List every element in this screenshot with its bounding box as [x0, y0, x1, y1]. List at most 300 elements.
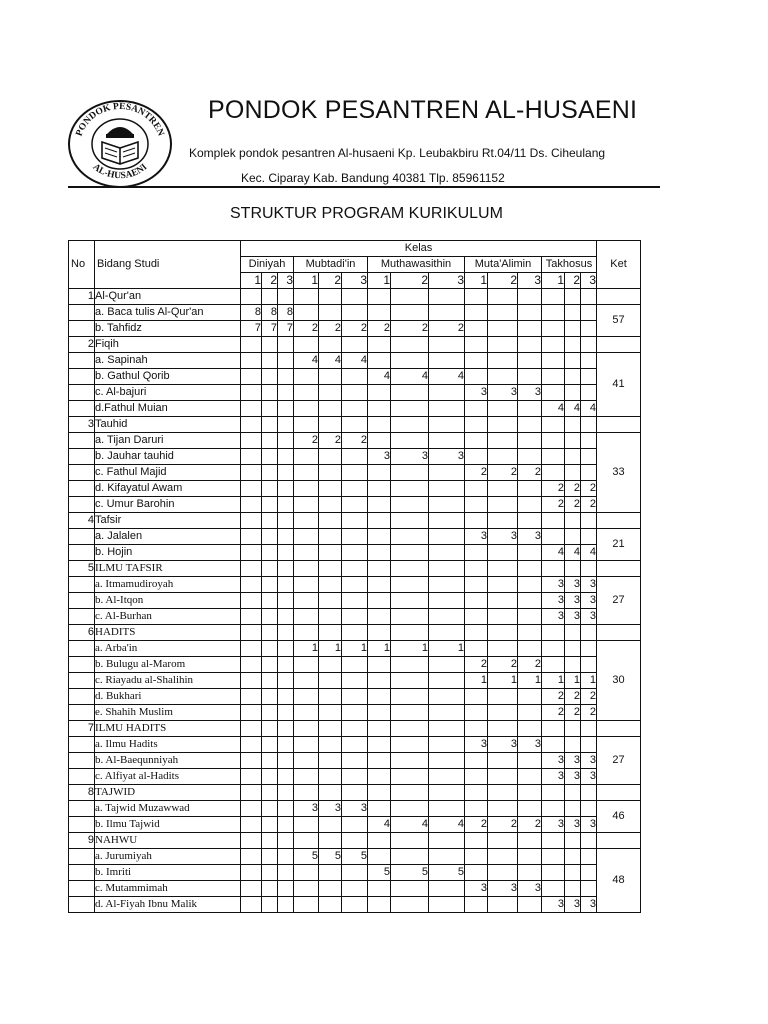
subcol-header: 3 — [342, 273, 368, 289]
empty-cell — [542, 833, 565, 849]
hours-cell — [429, 433, 465, 449]
subject-row — [69, 305, 641, 321]
subject-row — [69, 401, 641, 417]
hours-cell — [391, 481, 429, 497]
hours-cell — [518, 801, 542, 817]
subject-row — [69, 897, 641, 913]
section-number: 2 — [69, 337, 95, 353]
hours-cell — [565, 801, 581, 817]
empty-ket-cell — [597, 721, 641, 737]
hours-cell — [342, 545, 368, 561]
hours-cell — [262, 881, 278, 897]
hours-cell — [518, 769, 542, 785]
hours-cell — [542, 353, 565, 369]
hours-cell: 2 — [565, 481, 581, 497]
hours-cell — [488, 481, 518, 497]
hours-cell — [319, 609, 342, 625]
hours-cell — [241, 769, 262, 785]
hours-cell — [294, 769, 319, 785]
hours-cell — [429, 897, 465, 913]
empty-cell — [294, 833, 319, 849]
hours-cell — [391, 689, 429, 705]
hours-cell — [429, 577, 465, 593]
hours-cell — [278, 801, 294, 817]
hours-cell: 2 — [488, 817, 518, 833]
hours-cell — [262, 673, 278, 689]
hours-cell — [342, 769, 368, 785]
empty-cell — [565, 625, 581, 641]
subject-row — [69, 353, 641, 369]
subject-row — [69, 881, 641, 897]
hours-cell — [518, 481, 542, 497]
subject-row — [69, 465, 641, 481]
hours-cell — [565, 529, 581, 545]
hours-cell — [565, 881, 581, 897]
hours-cell: 3 — [542, 897, 565, 913]
hours-cell — [542, 449, 565, 465]
hours-cell — [262, 609, 278, 625]
empty-cell — [319, 785, 342, 801]
empty-cell — [542, 337, 565, 353]
svg-text:AL-HUSAENI: AL-HUSAENI — [90, 162, 150, 182]
hours-cell — [488, 705, 518, 721]
hours-cell — [391, 881, 429, 897]
hours-cell — [429, 657, 465, 673]
hours-cell — [319, 753, 342, 769]
hours-cell — [368, 401, 391, 417]
empty-ket-cell — [597, 561, 641, 577]
hours-cell: 4 — [429, 817, 465, 833]
empty-cell — [342, 561, 368, 577]
hours-cell — [391, 497, 429, 513]
empty-cell — [581, 561, 597, 577]
hours-cell — [241, 849, 262, 865]
empty-cell — [391, 513, 429, 529]
hours-cell — [278, 481, 294, 497]
hours-cell — [278, 897, 294, 913]
empty-cell — [319, 625, 342, 641]
hours-cell — [488, 353, 518, 369]
hours-cell — [488, 433, 518, 449]
empty-cell — [294, 625, 319, 641]
empty-cell — [429, 289, 465, 305]
subject-row — [69, 385, 641, 401]
section-row — [69, 417, 641, 433]
empty-cell — [429, 785, 465, 801]
hours-cell — [429, 497, 465, 513]
empty-cell — [262, 721, 278, 737]
subject-row — [69, 481, 641, 497]
section-row — [69, 337, 641, 353]
hours-cell — [465, 849, 488, 865]
hours-cell — [429, 401, 465, 417]
hours-cell — [518, 449, 542, 465]
hours-cell — [319, 593, 342, 609]
hours-cell — [342, 673, 368, 689]
hours-cell — [542, 801, 565, 817]
hours-cell — [368, 897, 391, 913]
hours-cell: 1 — [429, 641, 465, 657]
hours-cell — [342, 481, 368, 497]
empty-cell — [465, 561, 488, 577]
empty-cell — [581, 289, 597, 305]
hours-cell: 2 — [319, 321, 342, 337]
hours-cell — [542, 369, 565, 385]
hours-cell — [294, 737, 319, 753]
hours-cell — [518, 689, 542, 705]
empty-no-cell — [69, 593, 95, 609]
empty-cell — [241, 561, 262, 577]
hours-cell: 2 — [581, 705, 597, 721]
section-row — [69, 785, 641, 801]
empty-no-cell — [69, 465, 95, 481]
hours-cell — [488, 801, 518, 817]
hours-cell — [391, 401, 429, 417]
hours-cell — [241, 401, 262, 417]
subject-row — [69, 865, 641, 881]
hours-cell — [319, 769, 342, 785]
subcol-header: 3 — [429, 273, 465, 289]
hours-cell — [319, 449, 342, 465]
hours-cell: 2 — [542, 481, 565, 497]
hours-cell: 1 — [391, 641, 429, 657]
hours-cell — [368, 529, 391, 545]
empty-cell — [278, 513, 294, 529]
empty-cell — [319, 721, 342, 737]
subject-name: b. Imriti — [95, 865, 241, 881]
hours-cell — [241, 465, 262, 481]
empty-cell — [565, 833, 581, 849]
empty-cell — [278, 625, 294, 641]
subject-row — [69, 545, 641, 561]
hours-cell: 4 — [565, 545, 581, 561]
hours-cell: 4 — [429, 369, 465, 385]
empty-cell — [262, 513, 278, 529]
hours-cell — [294, 577, 319, 593]
hours-cell: 1 — [368, 641, 391, 657]
empty-cell — [241, 513, 262, 529]
col-ket-header: Ket — [597, 241, 641, 289]
hours-cell — [319, 881, 342, 897]
empty-cell — [368, 785, 391, 801]
empty-no-cell — [69, 865, 95, 881]
hours-cell: 2 — [518, 817, 542, 833]
hours-cell — [488, 769, 518, 785]
hours-cell — [262, 593, 278, 609]
hours-cell — [488, 305, 518, 321]
empty-cell — [368, 721, 391, 737]
subcol-header: 1 — [368, 273, 391, 289]
empty-ket-cell — [597, 289, 641, 305]
col-kelas-header: Kelas — [241, 241, 597, 257]
section-number: 1 — [69, 289, 95, 305]
section-row — [69, 625, 641, 641]
hours-cell: 3 — [542, 593, 565, 609]
hours-cell — [294, 401, 319, 417]
section-row — [69, 833, 641, 849]
empty-cell — [262, 417, 278, 433]
subcol-header: 1 — [465, 273, 488, 289]
hours-cell: 4 — [368, 817, 391, 833]
empty-no-cell — [69, 449, 95, 465]
hours-cell — [465, 753, 488, 769]
empty-cell — [262, 785, 278, 801]
hours-cell — [241, 369, 262, 385]
hours-cell — [278, 353, 294, 369]
empty-cell — [518, 337, 542, 353]
hours-cell — [465, 497, 488, 513]
hours-cell: 3 — [465, 737, 488, 753]
hours-cell — [342, 689, 368, 705]
subject-row — [69, 801, 641, 817]
empty-cell — [342, 417, 368, 433]
hours-cell — [565, 865, 581, 881]
hours-cell — [465, 769, 488, 785]
hours-cell — [319, 481, 342, 497]
hours-cell — [429, 305, 465, 321]
hours-cell — [518, 369, 542, 385]
empty-cell — [342, 337, 368, 353]
hours-cell: 4 — [542, 545, 565, 561]
empty-cell — [391, 785, 429, 801]
empty-cell — [342, 625, 368, 641]
empty-cell — [488, 561, 518, 577]
subcol-header: 2 — [391, 273, 429, 289]
hours-cell: 2 — [342, 321, 368, 337]
hours-cell — [319, 497, 342, 513]
empty-cell — [542, 721, 565, 737]
subcol-header: 3 — [581, 273, 597, 289]
hours-cell: 3 — [488, 385, 518, 401]
hours-cell: 1 — [465, 673, 488, 689]
hours-cell: 4 — [391, 369, 429, 385]
empty-cell — [518, 417, 542, 433]
empty-no-cell — [69, 817, 95, 833]
hours-cell — [465, 321, 488, 337]
empty-cell — [565, 785, 581, 801]
hours-cell — [368, 353, 391, 369]
hours-cell: 3 — [581, 769, 597, 785]
hours-cell — [294, 385, 319, 401]
hours-cell — [342, 369, 368, 385]
hours-cell: 3 — [581, 593, 597, 609]
hours-cell — [465, 705, 488, 721]
hours-cell: 3 — [542, 817, 565, 833]
hours-cell: 8 — [262, 305, 278, 321]
empty-cell — [319, 561, 342, 577]
hours-cell — [465, 865, 488, 881]
ket-total: 46 — [597, 801, 641, 833]
empty-cell — [391, 337, 429, 353]
hours-cell: 3 — [342, 801, 368, 817]
hours-cell — [465, 689, 488, 705]
hours-cell — [262, 849, 278, 865]
hours-cell: 3 — [488, 529, 518, 545]
hours-cell — [565, 385, 581, 401]
empty-cell — [465, 625, 488, 641]
subject-row — [69, 705, 641, 721]
hours-cell — [542, 641, 565, 657]
hours-cell — [429, 705, 465, 721]
hours-cell — [429, 849, 465, 865]
hours-cell — [368, 497, 391, 513]
empty-cell — [581, 513, 597, 529]
hours-cell: 5 — [391, 865, 429, 881]
hours-cell — [465, 353, 488, 369]
empty-cell — [241, 337, 262, 353]
document-subtitle: STRUKTUR PROGRAM KURIKULUM — [230, 205, 503, 222]
empty-no-cell — [69, 897, 95, 913]
hours-cell: 3 — [565, 609, 581, 625]
section-row — [69, 513, 641, 529]
empty-cell — [278, 833, 294, 849]
hours-cell — [429, 769, 465, 785]
hours-cell — [342, 449, 368, 465]
empty-cell — [488, 625, 518, 641]
hours-cell: 3 — [465, 881, 488, 897]
hours-cell — [518, 545, 542, 561]
section-name: TAJWID — [95, 785, 241, 801]
hours-cell — [241, 641, 262, 657]
hours-cell — [391, 305, 429, 321]
hours-cell — [391, 737, 429, 753]
hours-cell: 5 — [294, 849, 319, 865]
hours-cell: 4 — [391, 817, 429, 833]
empty-cell — [391, 417, 429, 433]
empty-cell — [565, 337, 581, 353]
hours-cell — [241, 529, 262, 545]
hours-cell — [391, 433, 429, 449]
subject-name: a. Sapinah — [95, 353, 241, 369]
subject-row — [69, 753, 641, 769]
hours-cell: 2 — [465, 465, 488, 481]
empty-ket-cell — [597, 417, 641, 433]
hours-cell — [542, 865, 565, 881]
empty-cell — [429, 417, 465, 433]
empty-cell — [565, 721, 581, 737]
hours-cell: 3 — [542, 769, 565, 785]
empty-cell — [518, 289, 542, 305]
subject-name: b. Tahfidz — [95, 321, 241, 337]
subject-name: e. Shahih Muslim — [95, 705, 241, 721]
hours-cell — [429, 529, 465, 545]
hours-cell — [488, 321, 518, 337]
hours-cell: 3 — [488, 881, 518, 897]
empty-no-cell — [69, 385, 95, 401]
hours-cell — [465, 481, 488, 497]
hours-cell — [518, 609, 542, 625]
hours-cell: 2 — [565, 497, 581, 513]
hours-cell: 7 — [262, 321, 278, 337]
hours-cell — [465, 577, 488, 593]
hours-cell — [488, 369, 518, 385]
header-divider — [68, 186, 660, 188]
hours-cell — [278, 641, 294, 657]
hours-cell: 3 — [565, 817, 581, 833]
hours-cell — [262, 657, 278, 673]
hours-cell — [294, 449, 319, 465]
hours-cell — [368, 673, 391, 689]
hours-cell — [294, 705, 319, 721]
empty-cell — [518, 721, 542, 737]
empty-cell — [294, 337, 319, 353]
hours-cell — [294, 609, 319, 625]
empty-no-cell — [69, 545, 95, 561]
hours-cell — [262, 689, 278, 705]
ket-total: 41 — [597, 353, 641, 417]
hours-cell: 2 — [488, 465, 518, 481]
subject-name: c. Al-bajuri — [95, 385, 241, 401]
empty-cell — [542, 289, 565, 305]
subject-row — [69, 673, 641, 689]
hours-cell — [294, 881, 319, 897]
hours-cell — [581, 321, 597, 337]
hours-cell — [278, 465, 294, 481]
hours-cell: 4 — [542, 401, 565, 417]
hours-cell — [565, 449, 581, 465]
hours-cell — [262, 865, 278, 881]
hours-cell — [241, 657, 262, 673]
hours-cell — [368, 801, 391, 817]
hours-cell — [488, 689, 518, 705]
empty-cell — [565, 513, 581, 529]
hours-cell — [241, 753, 262, 769]
hours-cell: 3 — [581, 609, 597, 625]
subject-name: c. Riayadu al-Shalihin — [95, 673, 241, 689]
hours-cell — [465, 593, 488, 609]
hours-cell — [542, 657, 565, 673]
hours-cell — [342, 817, 368, 833]
hours-cell — [342, 657, 368, 673]
hours-cell — [565, 465, 581, 481]
hours-cell — [241, 673, 262, 689]
subject-name: b. Al-Itqon — [95, 593, 241, 609]
ket-total: 27 — [597, 577, 641, 625]
hours-cell — [278, 865, 294, 881]
subject-row — [69, 641, 641, 657]
empty-cell — [581, 833, 597, 849]
subject-row — [69, 529, 641, 545]
hours-cell — [465, 305, 488, 321]
empty-cell — [262, 289, 278, 305]
empty-cell — [278, 785, 294, 801]
subject-name: a. Baca tulis Al-Qur'an — [95, 305, 241, 321]
empty-cell — [488, 337, 518, 353]
subject-row — [69, 497, 641, 513]
empty-no-cell — [69, 401, 95, 417]
hours-cell — [294, 545, 319, 561]
hours-cell — [465, 609, 488, 625]
hours-cell — [262, 817, 278, 833]
hours-cell: 2 — [518, 465, 542, 481]
subcol-header: 3 — [278, 273, 294, 289]
hours-cell: 2 — [319, 433, 342, 449]
group-header: Takhosus — [542, 257, 597, 273]
hours-cell — [241, 609, 262, 625]
subject-name: c. Mutammimah — [95, 881, 241, 897]
hours-cell — [319, 305, 342, 321]
hours-cell: 5 — [429, 865, 465, 881]
empty-no-cell — [69, 305, 95, 321]
hours-cell: 1 — [319, 641, 342, 657]
hours-cell — [262, 481, 278, 497]
empty-no-cell — [69, 673, 95, 689]
hours-cell: 3 — [542, 609, 565, 625]
hours-cell — [429, 465, 465, 481]
hours-cell — [294, 369, 319, 385]
hours-cell — [429, 737, 465, 753]
hours-cell — [391, 465, 429, 481]
